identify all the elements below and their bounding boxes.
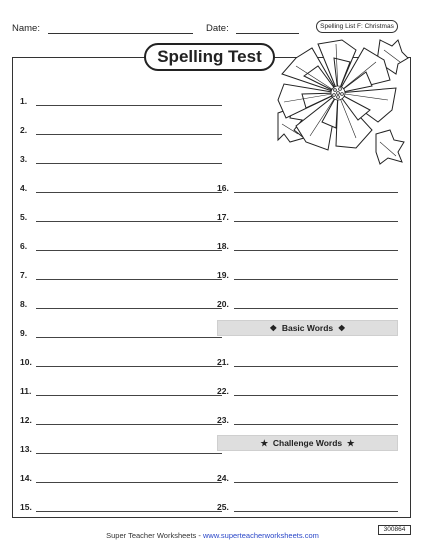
- answer-line[interactable]: [36, 105, 222, 106]
- name-field[interactable]: [48, 33, 193, 34]
- answer-line[interactable]: [36, 482, 222, 483]
- challenge-words-band: [217, 435, 398, 451]
- answer-line[interactable]: [36, 250, 222, 251]
- list-tag: Spelling List F: Christmas: [316, 20, 398, 33]
- answer-line[interactable]: [36, 221, 222, 222]
- item-number: 9.: [20, 328, 28, 338]
- footer-url-link[interactable]: www.superteacherworksheets.com: [202, 531, 319, 540]
- page-title: Spelling Test: [144, 43, 275, 71]
- answer-line[interactable]: [234, 395, 398, 396]
- answer-line[interactable]: [36, 163, 222, 164]
- item-number: 20.: [217, 299, 229, 309]
- answer-line[interactable]: [36, 308, 222, 309]
- item-number: 15.: [20, 502, 32, 512]
- item-number: 23.: [217, 415, 229, 425]
- answer-line[interactable]: [234, 424, 398, 425]
- item-number: 21.: [217, 357, 229, 367]
- answer-line[interactable]: [234, 221, 398, 222]
- answer-line[interactable]: [36, 453, 222, 454]
- answer-line[interactable]: [234, 482, 398, 483]
- poinsettia-icon: [272, 38, 410, 168]
- item-number: 12.: [20, 415, 32, 425]
- item-number: 18.: [217, 241, 229, 251]
- item-number: 8.: [20, 299, 28, 309]
- item-number: 14.: [20, 473, 32, 483]
- answer-line[interactable]: [36, 511, 222, 512]
- name-label: Name:: [12, 23, 40, 34]
- item-number: 7.: [20, 270, 28, 280]
- item-number: 19.: [217, 270, 229, 280]
- answer-line[interactable]: [234, 511, 398, 512]
- item-number: 3.: [20, 154, 28, 164]
- item-number: 10.: [20, 357, 32, 367]
- answer-line[interactable]: [234, 192, 398, 193]
- item-number: 24.: [217, 473, 229, 483]
- date-field[interactable]: [236, 33, 299, 34]
- diamond-icon: ❖: [337, 323, 346, 333]
- basic-words-band: [217, 320, 398, 336]
- item-number: 2.: [20, 125, 28, 135]
- item-number: 25.: [217, 502, 229, 512]
- diamond-icon: ❖: [269, 323, 278, 333]
- footer-brand: Super Teacher Worksheets: [106, 531, 197, 540]
- answer-line[interactable]: [234, 279, 398, 280]
- answer-line[interactable]: [234, 366, 398, 367]
- answer-line[interactable]: [36, 279, 222, 280]
- item-number: 17.: [217, 212, 229, 222]
- item-number: 1.: [20, 96, 28, 106]
- basic-words-label: Basic Words: [281, 323, 334, 333]
- star-icon: ★: [346, 438, 355, 448]
- item-number: 13.: [20, 444, 32, 454]
- answer-line[interactable]: [36, 337, 222, 338]
- answer-line[interactable]: [36, 366, 222, 367]
- date-label: Date:: [206, 23, 229, 34]
- item-number: 4.: [20, 183, 28, 193]
- answer-line[interactable]: [234, 250, 398, 251]
- answer-line[interactable]: [36, 192, 222, 193]
- footer: [0, 531, 425, 540]
- item-number: 11.: [20, 386, 32, 396]
- item-number: 5.: [20, 212, 28, 222]
- item-number: 16.: [217, 183, 229, 193]
- star-icon: ★: [260, 438, 269, 448]
- answer-line[interactable]: [234, 308, 398, 309]
- answer-line[interactable]: [36, 424, 222, 425]
- challenge-words-label: Challenge Words: [272, 438, 343, 448]
- item-number: 22.: [217, 386, 229, 396]
- footer-separator: -: [196, 531, 203, 540]
- answer-line[interactable]: [36, 395, 222, 396]
- answer-line[interactable]: [36, 134, 222, 135]
- item-number: 6.: [20, 241, 28, 251]
- worksheet-code: 300864: [378, 525, 411, 535]
